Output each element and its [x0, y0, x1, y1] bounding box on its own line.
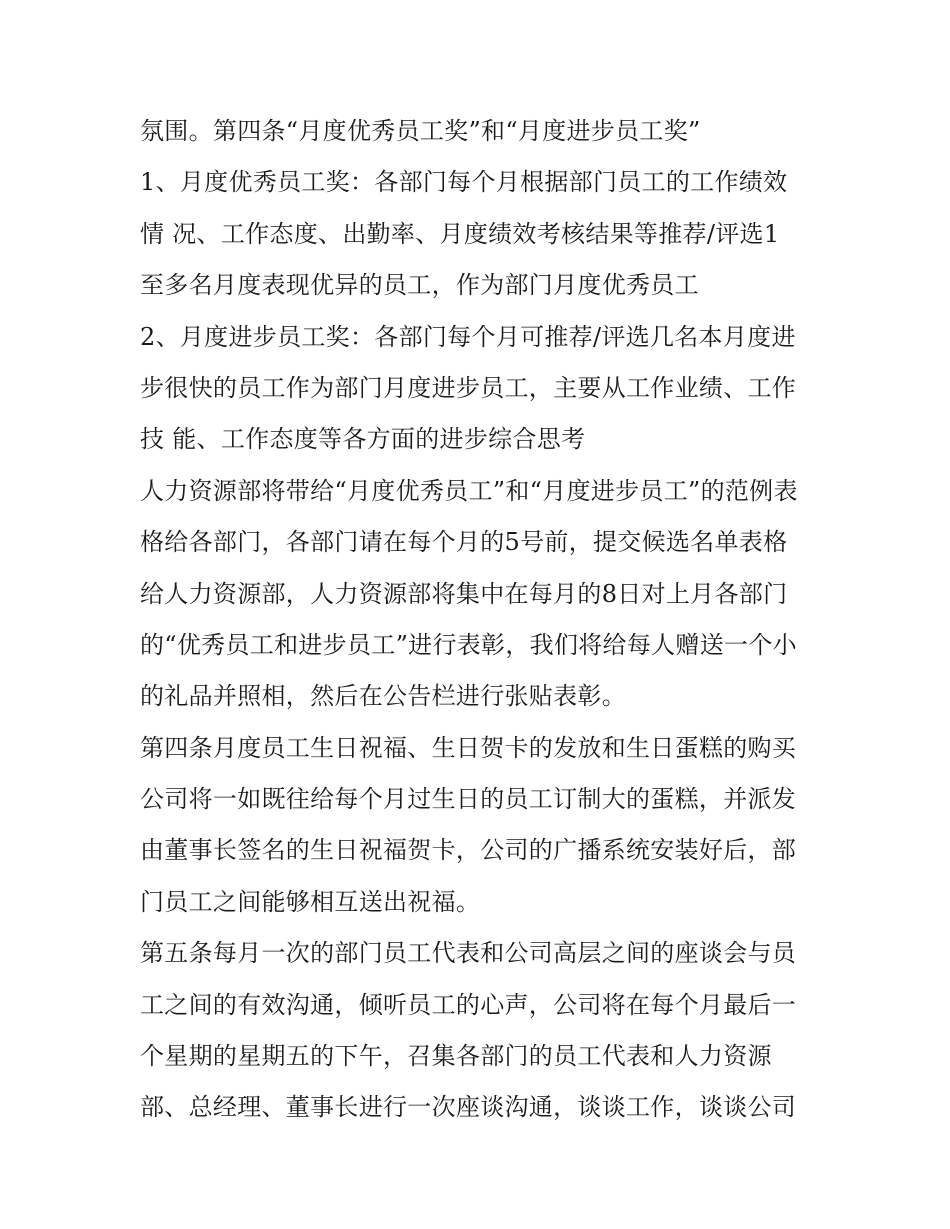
- text-line: 的“优秀员工和进步员工”进行表彰，我们将给每人赠送一个小: [140, 630, 797, 659]
- text-line: 给人力资源部，人力资源部将集中在每月的8日对上月各部门: [140, 579, 788, 608]
- text-line: 2、月度进步员工奖：各部门每个月可推荐/评选几名本月度进: [140, 322, 796, 351]
- text-line: 情 况、工作态度、出勤率、月度绩效考核结果等推荐/评选1: [140, 219, 780, 248]
- text-line: 1、月度优秀员工奖：各部门每个月根据部门员工的工作绩效: [140, 168, 788, 197]
- text-line: 技 能、工作态度等各方面的进步综合思考: [140, 425, 586, 454]
- document-body: [140, 106, 812, 1134]
- text-line: 氛围。第四条“月度优秀员工奖”和“月度进步员工奖”: [140, 117, 701, 145]
- text-line: 步很快的员工作为部门月度进步员工，主要从工作业绩、工作: [140, 373, 797, 402]
- text-line: 至多名月度表现优异的员工，作为部门月度优秀员工: [140, 271, 699, 300]
- text-line: 的礼品并照相，然后在公告栏进行张贴表彰。: [140, 682, 626, 711]
- text-line: 第五条每月一次的部门员工代表和公司高层之间的座谈会与员: [140, 939, 797, 968]
- text-line: 公司将一如既往给每个月过生日的员工订制大的蛋糕，并派发: [140, 785, 797, 814]
- text-line: 门员工之间能够相互送出祝福。: [140, 887, 481, 916]
- text-line: 部、总经理、董事长进行一次座谈沟通，谈谈工作，谈谈公司: [140, 1093, 797, 1122]
- text-line: 工之间的有效沟通，倾听员工的心声，公司将在每个月最后一: [140, 990, 797, 1019]
- text-line: 人力资源部将带给“月度优秀员工”和“月度进步员工”的范例表: [140, 476, 798, 505]
- text-line: 由董事长签名的生日祝福贺卡，公司的广播系统安装好后，部: [140, 836, 797, 865]
- text-line: 第四条月度员工生日祝福、生日贺卡的发放和生日蛋糕的购买: [140, 733, 797, 762]
- text-line: 格给各部门，各部门请在每个月的5号前，提交候选名单表格: [140, 528, 788, 557]
- text-line: 个星期的星期五的下午，召集各部门的员工代表和人力资源: [140, 1042, 772, 1071]
